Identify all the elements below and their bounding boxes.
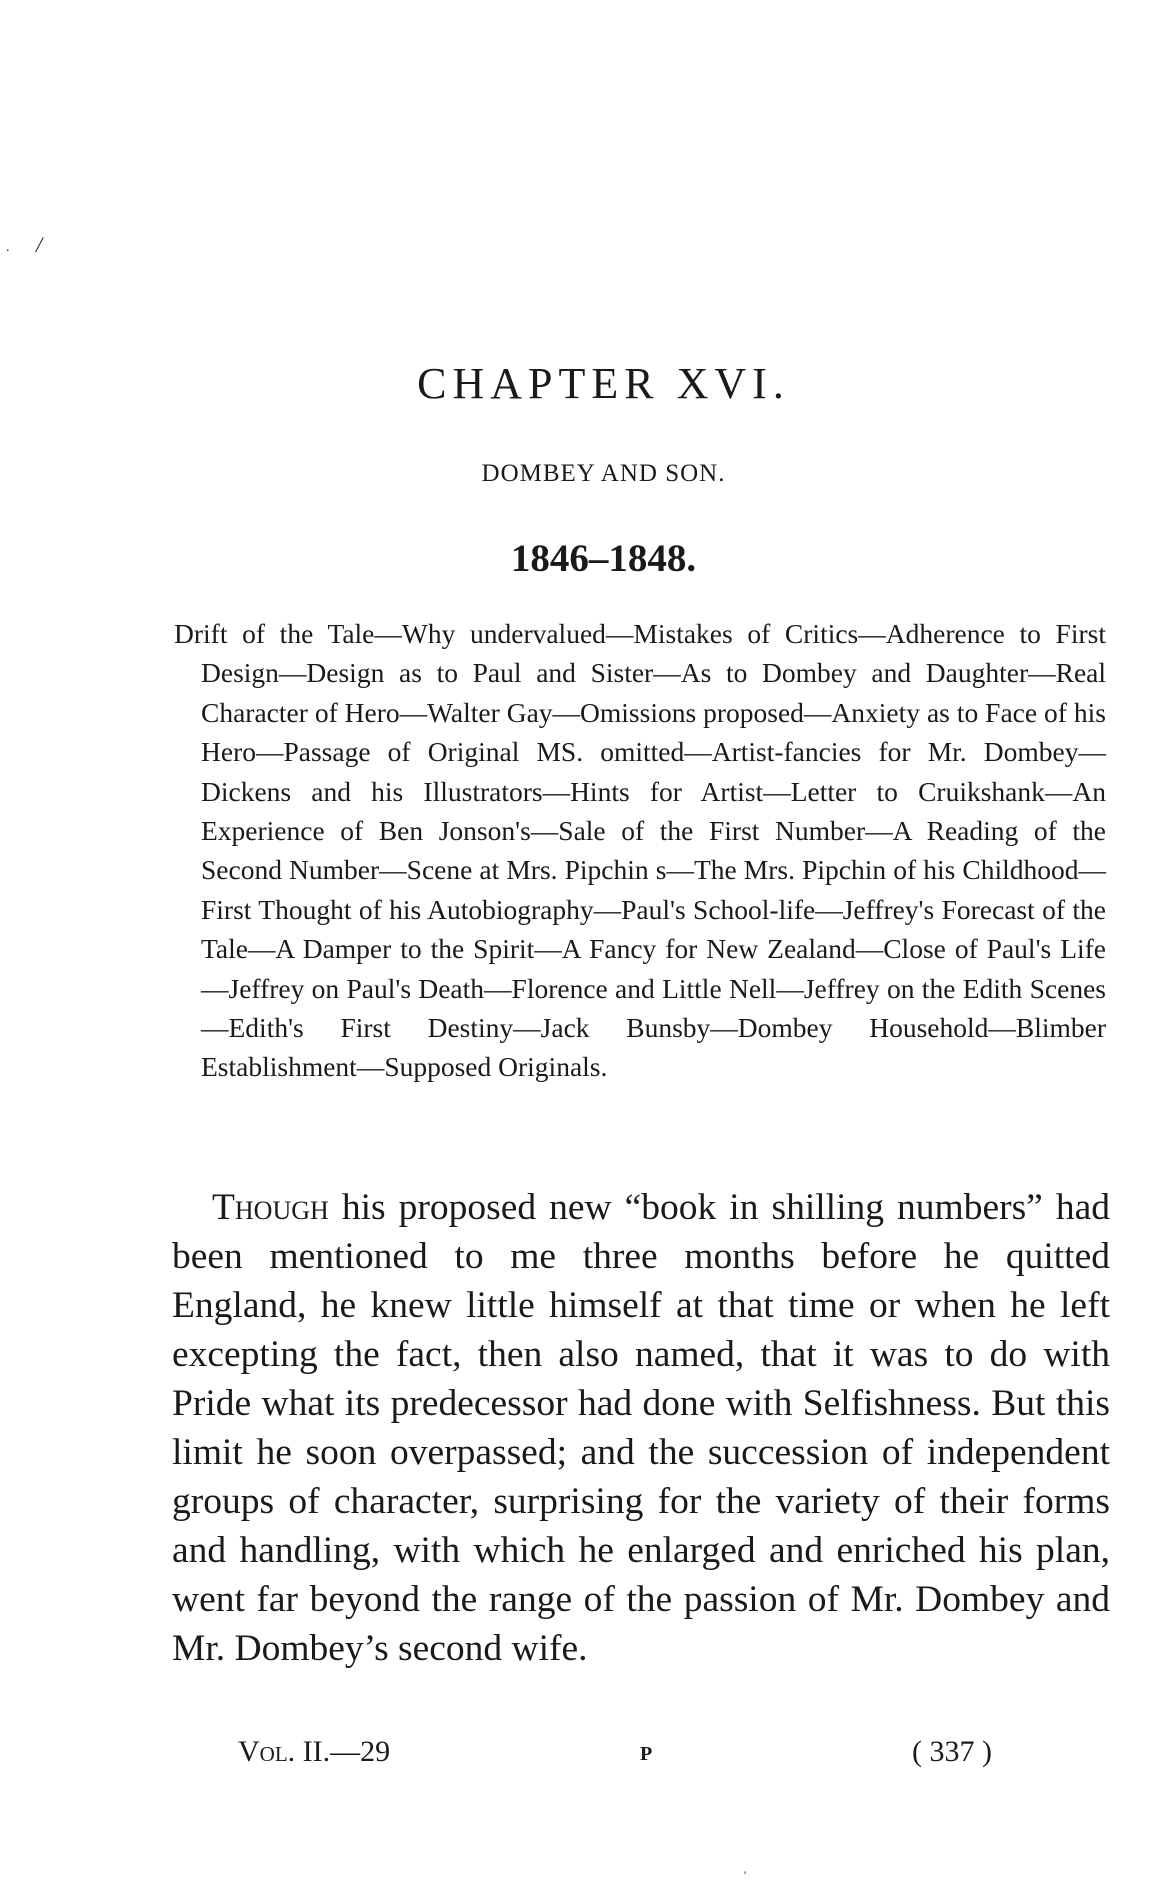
- stray-tick: ': [744, 1868, 747, 1882]
- stray-dot: .: [6, 240, 10, 255]
- section-title: DOMBEY AND SON.: [481, 460, 726, 487]
- chapter-synopsis: Drift of the Tale—Why undervalued—Mistakes of Critics—Adherence to First Design—Design as to Paul and Sister—As to Dombey and Daughter—Real Character of Hero—Walter Gay—Omissions proposed—Anxiety as to Face of his Hero—Passage of Original MS. omitted—Artist-fancies for Mr. Dombey—Dickens and his Illustrators—Hints for Artist—Letter to Cruikshank—An Experience of Ben Jonson's—Sale of the First Number—A Reading of the Second Number—Scene at Mrs. Pipchin s—The Mrs. Pipchin of his Childhood—First Thought of his Autobiography—Paul's School-life—Jeffrey's Forecast of the Tale—A Damper to the Spirit—A Fancy for New Zealand—Close of Paul's Life—Jeffrey on Paul's Death—Florence and Little Nell—Jeffrey on the Edith Scenes—Edith's First Destiny—Jack Bunsby—Dombey Household—Blimber Establishment—Supposed Originals.: [174, 618, 1106, 1083]
- volume-label: Vol. II.—29: [238, 1735, 391, 1768]
- signature-mark: P: [640, 1743, 653, 1765]
- body-text: his proposed new “book in shilling numbers” had been mentioned to me three months before he quitted England, he knew little himself at that time or when he left excepting the fact, then also named, that it was to do with Pride what its predecessor had done with Selfishness. But this limit he soon overpassed; and the succession of independent groups of character, surprising for the variety of their forms and handling, with which he enlarged and enriched his plan, went far beyond the range of the passion of Mr. Dombey and Mr. Dombey’s second wife.: [172, 1187, 1110, 1669]
- page-footer: [0, 1735, 1167, 1775]
- body-lead-word: Though: [212, 1187, 329, 1228]
- page-number: ( 337 ): [912, 1735, 992, 1768]
- body-paragraph: [172, 1183, 1110, 1673]
- stray-slash: /: [36, 232, 43, 257]
- date-range: 1846–1848.: [510, 537, 697, 580]
- chapter-title: CHAPTER XVI.: [417, 359, 790, 408]
